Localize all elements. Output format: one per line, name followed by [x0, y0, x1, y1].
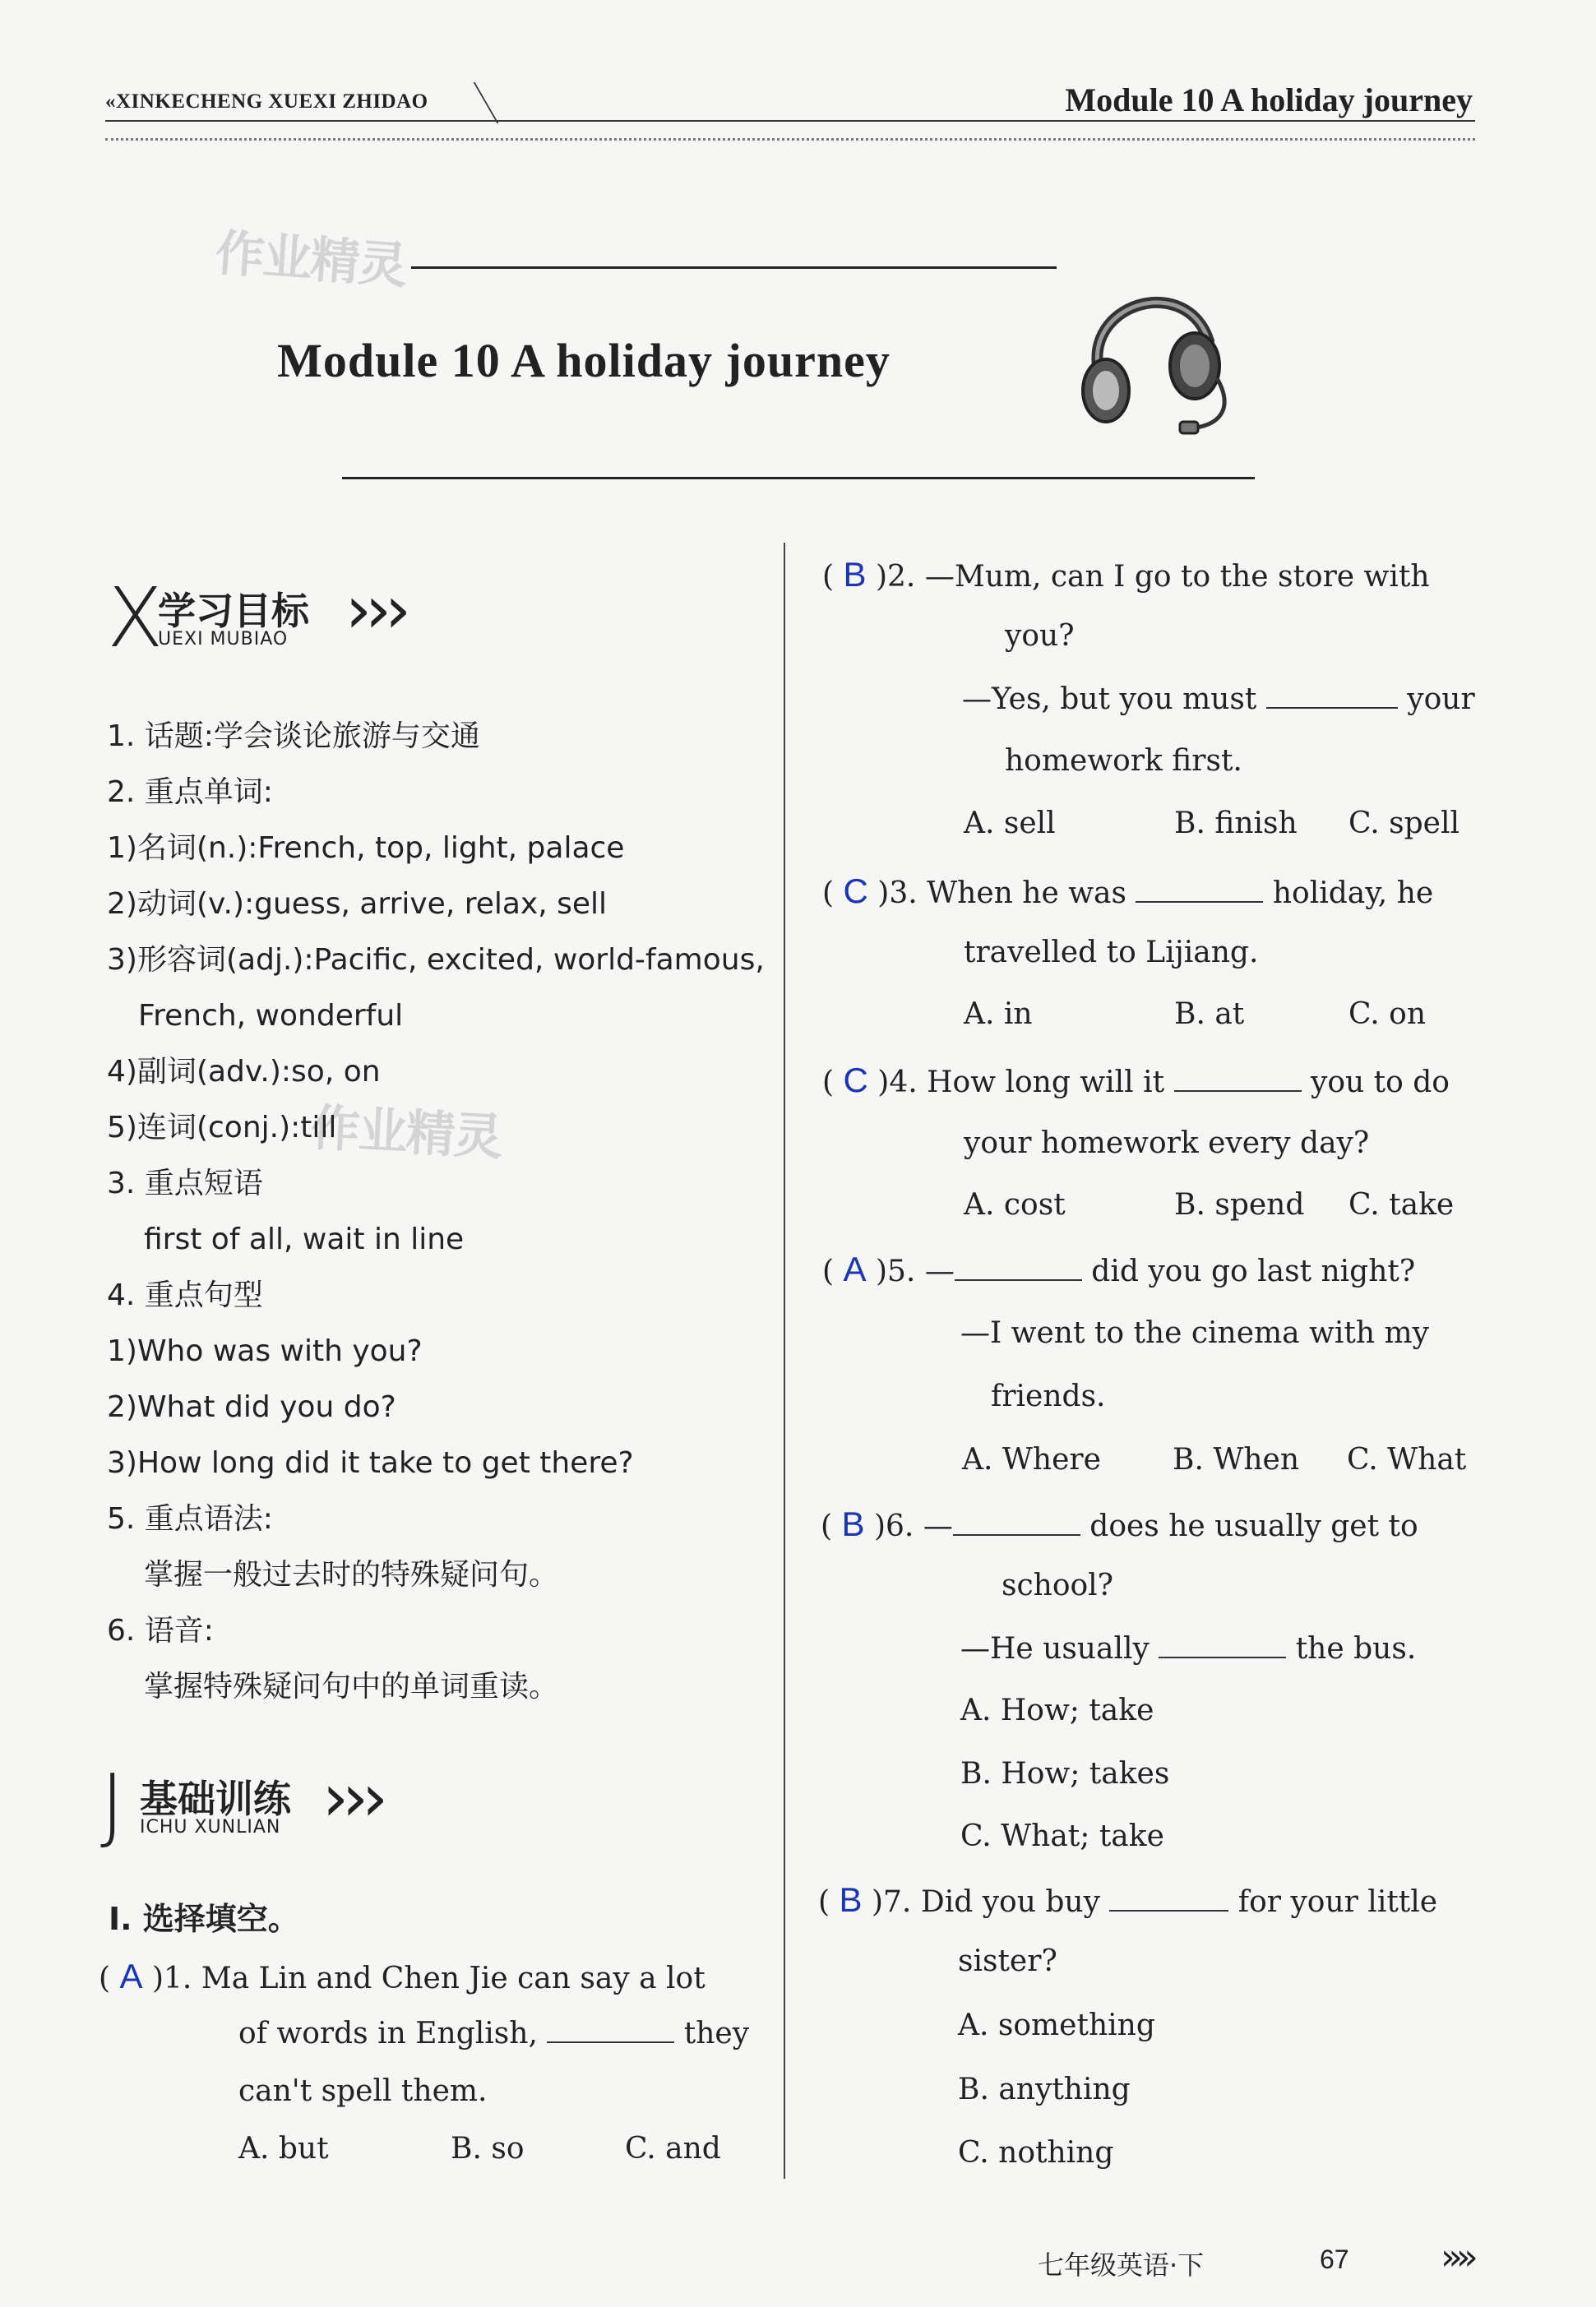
- option: B. anything: [958, 2073, 1131, 2106]
- option: C. spell: [1349, 807, 1460, 840]
- double-chevron-left-icon: «: [105, 90, 116, 113]
- part-heading: Ⅰ. 选择填空。: [109, 1901, 299, 1937]
- column-divider: [784, 543, 785, 2179]
- objective-line: 4. 重点句型: [107, 1278, 263, 1312]
- header-slant-divider: [433, 82, 499, 123]
- answer-blank: [953, 1509, 1080, 1536]
- triple-chevron-icon: ›››: [322, 1759, 382, 1836]
- option: A. cost: [964, 1188, 1066, 1222]
- title-top-rule: [411, 266, 1057, 269]
- headphones-icon: [1065, 267, 1250, 452]
- answer-blank: [1136, 876, 1263, 903]
- objective-line: 5. 重点语法:: [107, 1502, 273, 1536]
- page-number: 67: [1320, 2245, 1349, 2274]
- objective-line: first of all, wait in line: [144, 1223, 465, 1256]
- objective-line: 3)形容词(adj.):Pacific, excited, world-famous,: [107, 943, 765, 977]
- option: A. but: [238, 2132, 329, 2166]
- option: C. What; take: [960, 1819, 1164, 1853]
- running-header-left: «XINKECHENG XUEXI ZHIDAO: [105, 90, 428, 113]
- answer-blank: [1159, 1632, 1286, 1658]
- objective-line: 3)How long did it take to get there?: [107, 1446, 634, 1480]
- option: A. in: [964, 997, 1033, 1031]
- option: C. on: [1349, 997, 1427, 1031]
- answer-mark: B: [841, 1505, 865, 1543]
- footer-book-title: 七年级英语·下: [1038, 2249, 1205, 2281]
- section-initial-letter: X: [107, 570, 164, 666]
- title-bottom-rule: [342, 477, 1255, 479]
- answer-mark: B: [839, 1880, 863, 1919]
- watermark: 作业精灵: [213, 224, 408, 295]
- section-pinyin: ICHU XUNLIAN: [140, 1817, 281, 1838]
- option: B. finish: [1174, 807, 1298, 840]
- section-heading-objectives: [107, 570, 452, 666]
- option: C. What: [1347, 1443, 1467, 1477]
- option: A. How; take: [960, 1694, 1154, 1727]
- objective-line: 3. 重点短语: [107, 1167, 263, 1200]
- option: C. and: [625, 2132, 721, 2166]
- answer-blank: [1266, 682, 1398, 709]
- objective-line: 1)Who was with you?: [107, 1334, 423, 1368]
- objective-line: 1)名词(n.):French, top, light, palace: [107, 831, 625, 865]
- option: C. take: [1349, 1188, 1455, 1222]
- objective-line: 6. 语音:: [107, 1614, 214, 1648]
- section-title: 学习目标: [158, 589, 309, 633]
- option: B. How; takes: [960, 1757, 1170, 1791]
- module-title: Module 10 A holiday journey: [277, 334, 891, 387]
- answer-mark: B: [843, 555, 867, 594]
- option: A. Where: [962, 1443, 1101, 1477]
- answer-blank: [1109, 1885, 1228, 1912]
- double-chevron-right-icon: »»: [1441, 2236, 1472, 2278]
- objective-line: 掌握特殊疑问句中的单词重读。: [144, 1670, 559, 1704]
- answer-blank: [1174, 1066, 1302, 1092]
- answer-mark: A: [119, 1957, 143, 1995]
- option: A. something: [958, 2009, 1155, 2042]
- answer-mark: C: [843, 1061, 868, 1099]
- objective-line: 掌握一般过去时的特殊疑问句。: [144, 1558, 559, 1592]
- objective-line: 2)动词(v.):guess, arrive, relax, sell: [107, 887, 608, 921]
- triple-chevron-icon: ›››: [345, 571, 405, 648]
- answer-blank: [955, 1255, 1082, 1281]
- option: C. nothing: [958, 2136, 1114, 2170]
- option: B. so: [451, 2132, 525, 2166]
- section-heading-training: [100, 1756, 446, 1852]
- option: A. sell: [964, 807, 1056, 840]
- section-pinyin: UEXI MUBIAO: [158, 629, 289, 650]
- answer-blank: [547, 2017, 674, 2043]
- answer-mark: C: [843, 871, 868, 910]
- header-rule: [105, 120, 1475, 122]
- running-header-right: Module 10 A holiday journey: [1065, 81, 1473, 118]
- objective-line: French, wonderful: [138, 999, 404, 1033]
- section-title: 基础训练: [140, 1777, 291, 1821]
- objective-line: 1. 话题:学会谈论旅游与交通: [107, 719, 480, 753]
- header-dotted-rule: [105, 138, 1475, 141]
- objective-line: 2. 重点单词:: [107, 775, 273, 809]
- objective-line: 4)副词(adv.):so, on: [107, 1055, 381, 1089]
- option: B. at: [1174, 997, 1245, 1031]
- objective-line: 5)连词(conj.):till: [107, 1111, 337, 1144]
- option: B. spend: [1174, 1188, 1305, 1222]
- objective-line: 2)What did you do?: [107, 1390, 396, 1424]
- answer-mark: A: [843, 1250, 867, 1288]
- section-initial-letter: J: [100, 1756, 125, 1852]
- option: B. When: [1173, 1443, 1300, 1477]
- watermark: 作业精灵: [309, 1098, 503, 1167]
